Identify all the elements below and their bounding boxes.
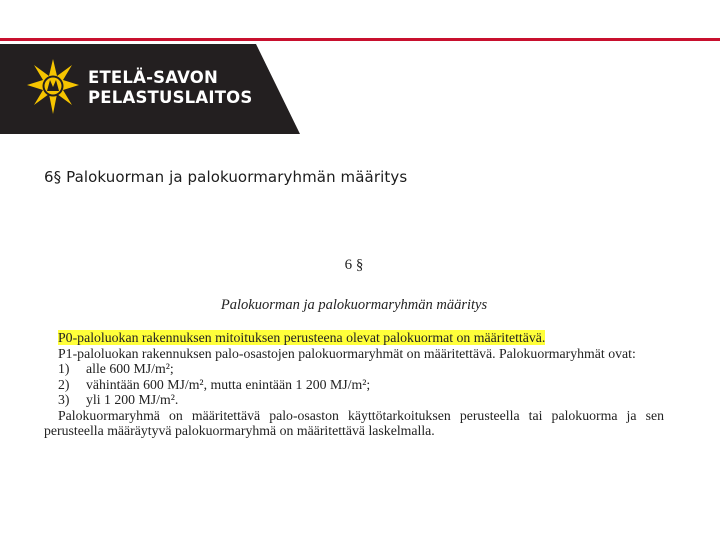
highlighted-paragraph <box>44 330 664 346</box>
section-body <box>44 330 664 439</box>
list-item-number: 2) <box>58 376 70 392</box>
list-item <box>44 361 664 377</box>
list-item-number: 3) <box>58 392 70 407</box>
section-title: Palokuorman ja palokuormaryhmän määritys <box>220 297 488 313</box>
organization-name <box>88 68 252 108</box>
org-name-line2: PELASTUSLAITOS <box>88 88 253 107</box>
list-item <box>44 377 664 393</box>
list-item-text: vähintään 600 MJ/m², mutta enintään 1 200 MJ/m²; <box>86 376 371 392</box>
list-item-number: 1) <box>58 361 70 376</box>
highlighted-sentence: P0-paloluokan rakennuksen mitoituksen perusteena olevat palokuormat on määritettävä. <box>58 330 546 345</box>
list-item-text: yli 1 200 MJ/m². <box>86 392 179 407</box>
section-number: 6 § <box>344 257 364 273</box>
rescue-star-emblem-icon <box>26 58 80 116</box>
paragraph-1: P1-paloluokan rakennuksen palo-osastojen palokuormaryhmät on määritettävä. Palokuormaryhmät ovat: <box>58 345 636 361</box>
accent-line <box>0 38 720 41</box>
org-name-line1: ETELÄ-SAVON <box>88 68 218 87</box>
paragraph-2: Palokuormaryhmä on määritettävä palo-osaston käyttötarkoituksen perusteella tai palokuorma ja sen perusteella määräytyvä palokuormaryhmä on määritettävä laskelmalla. <box>44 407 664 438</box>
slide-title: 6§ Palokuorman ja palokuormaryhmän määritys <box>44 168 408 186</box>
list-item-text: alle 600 MJ/m²; <box>86 361 174 376</box>
list-item <box>44 392 664 408</box>
